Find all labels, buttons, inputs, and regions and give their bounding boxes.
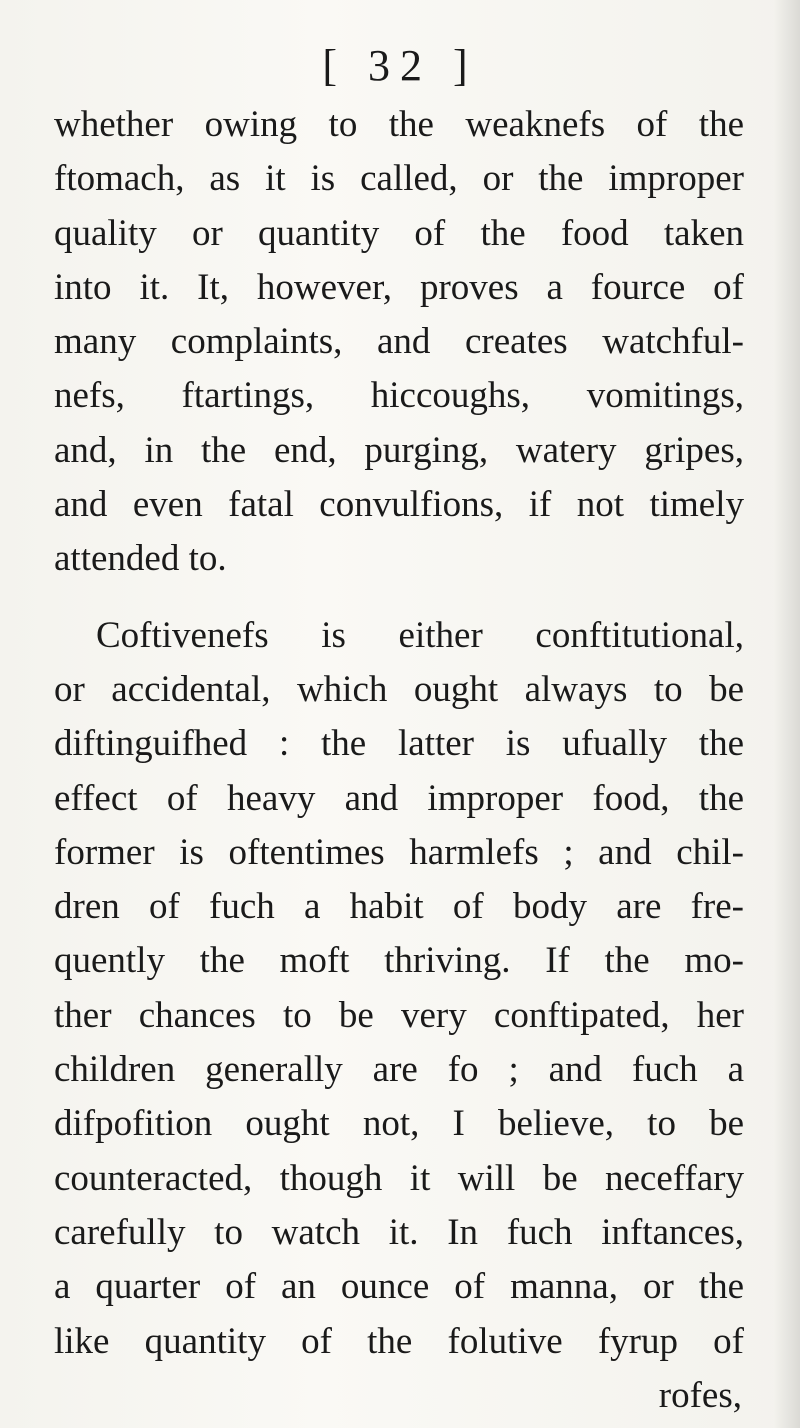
page-number: [ 32 ] — [322, 41, 478, 90]
paragraph — [54, 609, 744, 1369]
text-line: children generally are fo ; and fuch a — [54, 1049, 744, 1091]
text-line: carefully to watch it. In fuch inftances, — [54, 1211, 744, 1253]
text-line: effect of heavy and improper food, the — [54, 777, 744, 819]
page-text — [54, 98, 744, 1423]
text-line: and even fatal convulfions, if not timely — [54, 484, 744, 526]
text-line: or accidental, which ought always to be — [54, 668, 744, 710]
text-line: attended to. — [54, 538, 227, 580]
text-line: ther chances to be very conftipated, her — [54, 994, 744, 1036]
paragraph — [54, 98, 744, 587]
text-line: nefs, ftartings, hiccoughs, vomitings, — [54, 375, 744, 417]
text-line: quently the moft thriving. If the mo- — [54, 940, 744, 982]
paragraph-gap — [54, 587, 744, 609]
text-line: a quarter of an ounce of manna, or the — [54, 1266, 744, 1308]
text-line: like quantity of the folutive fyrup of — [54, 1320, 744, 1362]
catchword: rofes, — [658, 1374, 742, 1416]
text-line: difpofition ought not, I believe, to be — [54, 1103, 744, 1145]
text-line: diftinguifhed : the latter is ufually the — [54, 723, 744, 765]
text-line: ftomach, as it is called, or the improper — [54, 158, 744, 200]
text-line: quality or quantity of the food taken — [54, 212, 744, 254]
text-line: dren of fuch a habit of body are fre- — [54, 886, 744, 928]
text-line: whether owing to the weaknefs of the — [54, 104, 744, 145]
text-line: Coftivenefs is either conftitutional, — [96, 614, 744, 656]
text-line: many complaints, and creates watchful- — [54, 321, 744, 363]
text-line: into it. It, however, proves a fource of — [54, 266, 744, 308]
text-line: counteracted, though it will be neceffary — [54, 1157, 744, 1199]
text-line: former is oftentimes harmlefs ; and chil- — [54, 831, 744, 873]
text-line: and, in the end, purging, watery gripes, — [54, 429, 744, 471]
